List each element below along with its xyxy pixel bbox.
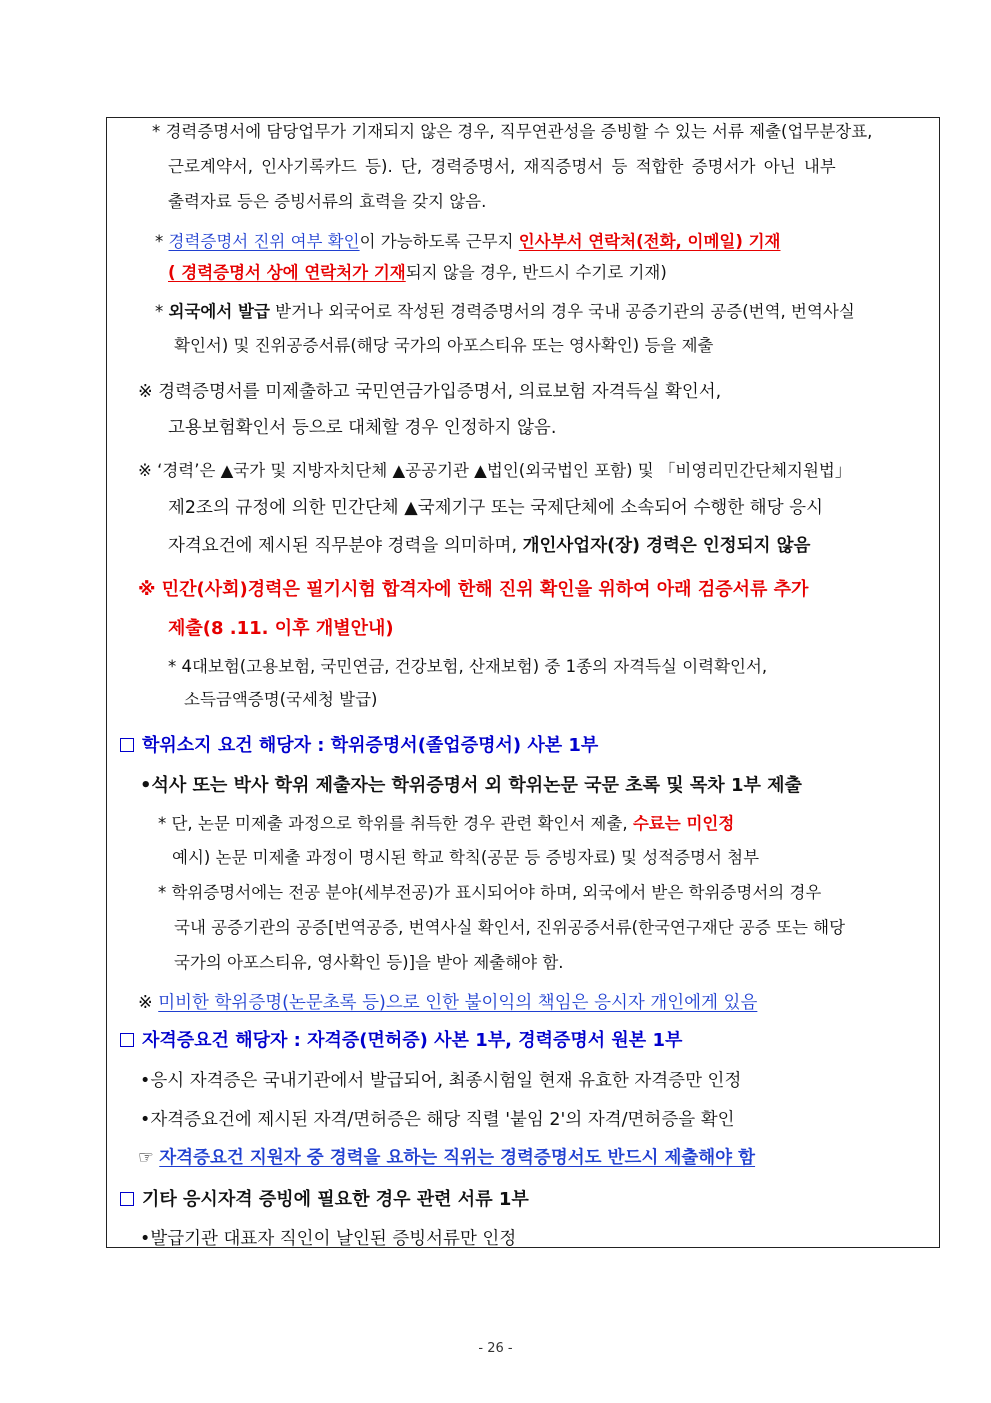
career-note-2-line-1: * 경력증명서 진위 여부 확인이 가능하도록 근무지 인사부서 연락처(전화, 이메일) 기재 bbox=[155, 232, 781, 251]
degree-section-heading: 학위소지 요건 해당자 : 학위증명서(졸업증명서) 사본 1부 bbox=[120, 735, 598, 757]
career-remark-3-sub-1: * 4대보험(고용보험, 국민연금, 건강보험, 산재보험) 중 1종의 자격득실 이력확인서, bbox=[168, 657, 768, 676]
pointing-hand-icon: ☞ bbox=[138, 1148, 160, 1168]
career-note-3-line-1: * 외국에서 발급 받거나 외국어로 작성된 경력증명서의 경우 국내 공증기관의 공증(번역, 번역사실 bbox=[155, 302, 855, 321]
degree-note-2-line-3: 국가의 아포스티유, 영사확인 등)]을 받아 제출해야 함. bbox=[174, 953, 564, 972]
career-remark-2-line-1: ※ ‘경력’은 ▲국가 및 지방자치단체 ▲공공기관 ▲법인(외국법인 포함) 및 「비영리민간단체지원법」 bbox=[138, 461, 852, 480]
license-pointer-note bbox=[138, 1147, 755, 1169]
license-pointer-text: 자격증요건 지원자 중 경력을 요하는 직위는 경력증명서도 반드시 제출해야 함 bbox=[159, 1148, 756, 1168]
degree-note-2-line-1: * 학위증명서에는 전공 분야(세부전공)가 표시되어야 하며, 외국에서 받은 학위증명서의 경우 bbox=[158, 883, 822, 902]
degree-warning: ※ 미비한 학위증명(논문초록 등)으로 인한 불이익의 책임은 응시자 개인에게 있음 bbox=[138, 993, 758, 1013]
career-remark-3-line-2: 제출(8 .11. 이후 개별안내) bbox=[168, 618, 394, 639]
contact-missing-highlight: ( 경력증명서 상에 연락처가 기재 bbox=[168, 263, 406, 282]
career-remark-2-line-3: 자격요건에 제시된 직무분야 경력을 의미하며, 개인사업자(장) 경력은 인정되지 않음 bbox=[168, 536, 811, 556]
checkbox-square-icon bbox=[120, 1033, 134, 1047]
verification-link[interactable]: 경력증명서 진위 여부 확인 bbox=[168, 232, 360, 251]
career-remark-3-sub-2: 소득금액증명(국세청 발급) bbox=[184, 690, 378, 709]
degree-warning-text: 미비한 학위증명(논문초록 등)으로 인한 불이익의 책임은 응시자 개인에게 있음 bbox=[158, 993, 758, 1013]
degree-bullet-1: •석사 또는 박사 학위 제출자는 학위증명서 외 학위논문 국문 초록 및 목차 1부 제출 bbox=[140, 775, 802, 796]
career-note-1-line-3: 출력자료 등은 증빙서류의 효력을 갖지 않음. bbox=[168, 192, 487, 211]
degree-note-1-line-1: * 단, 논문 미제출 과정으로 학위를 취득한 경우 관련 확인서 제출, 수료는 미인정 bbox=[158, 814, 735, 833]
license-bullet-2: •자격증요건에 제시된 자격/면허증은 해당 직렬 '붙임 2'의 자격/면허증을 확인 bbox=[140, 1110, 735, 1130]
degree-note-2-line-2: 국내 공증기관의 공증[번역공증, 번역사실 확인서, 진위공증서류(한국연구재단 공증 또는 해당 bbox=[174, 918, 846, 937]
checkbox-square-icon bbox=[120, 1192, 134, 1206]
other-bullet-1: •발급기관 대표자 직인이 날인된 증빙서류만 인정 bbox=[140, 1229, 517, 1249]
page-number: - 26 - bbox=[478, 1341, 513, 1356]
career-note-1-line-2: 근로계약서, 인사기록카드 등). 단, 경력증명서, 재직증명서 등 적합한 증명서가 아닌 내부 bbox=[168, 157, 836, 176]
career-note-2-line-2: ( 경력증명서 상에 연락처가 기재되지 않을 경우, 반드시 수기로 기재) bbox=[168, 263, 667, 282]
hr-contact-highlight: 인사부서 연락처(전화, 이메일) 기재 bbox=[518, 232, 781, 251]
checkbox-square-icon bbox=[120, 738, 134, 752]
license-section-heading: 자격증요건 해당자 : 자격증(면허증) 사본 1부, 경력증명서 원본 1부 bbox=[120, 1030, 682, 1052]
license-bullet-1: •응시 자격증은 국내기관에서 발급되어, 최종시험일 현재 유효한 자격증만 인정 bbox=[140, 1071, 742, 1091]
no-completion-highlight: 수료는 미인정 bbox=[632, 814, 735, 833]
degree-note-1-line-2: 예시) 논문 미제출 과정이 명시된 학교 학칙(공문 등 증빙자료) 및 성적증명서 첨부 bbox=[172, 848, 760, 867]
career-note-3-line-2: 확인서) 및 진위공증서류(해당 국가의 아포스티유 또는 영사확인) 등을 제출 bbox=[174, 336, 714, 355]
career-remark-3-line-1: ※ 민간(사회)경력은 필기시험 합격자에 한해 진위 확인을 위하여 아래 검증서류 추가 bbox=[138, 579, 809, 600]
career-remark-1-line-2: 고용보험확인서 등으로 대체할 경우 인정하지 않음. bbox=[168, 418, 557, 438]
other-section-heading: 기타 응시자격 증빙에 필요한 경우 관련 서류 1부 bbox=[120, 1189, 529, 1211]
career-remark-2-line-2: 제2조의 규정에 의한 민간단체 ▲국제기구 또는 국제단체에 소속되어 수행한 해당 응시 bbox=[168, 498, 823, 518]
career-note-1-line-1: * 경력증명서에 담당업무가 기재되지 않은 경우, 직무연관성을 증빙할 수 있는 서류 제출(업무분장표, bbox=[152, 122, 873, 141]
career-remark-1-line-1: ※ 경력증명서를 미제출하고 국민연금가입증명서, 의료보험 자격득실 확인서, bbox=[138, 382, 722, 402]
